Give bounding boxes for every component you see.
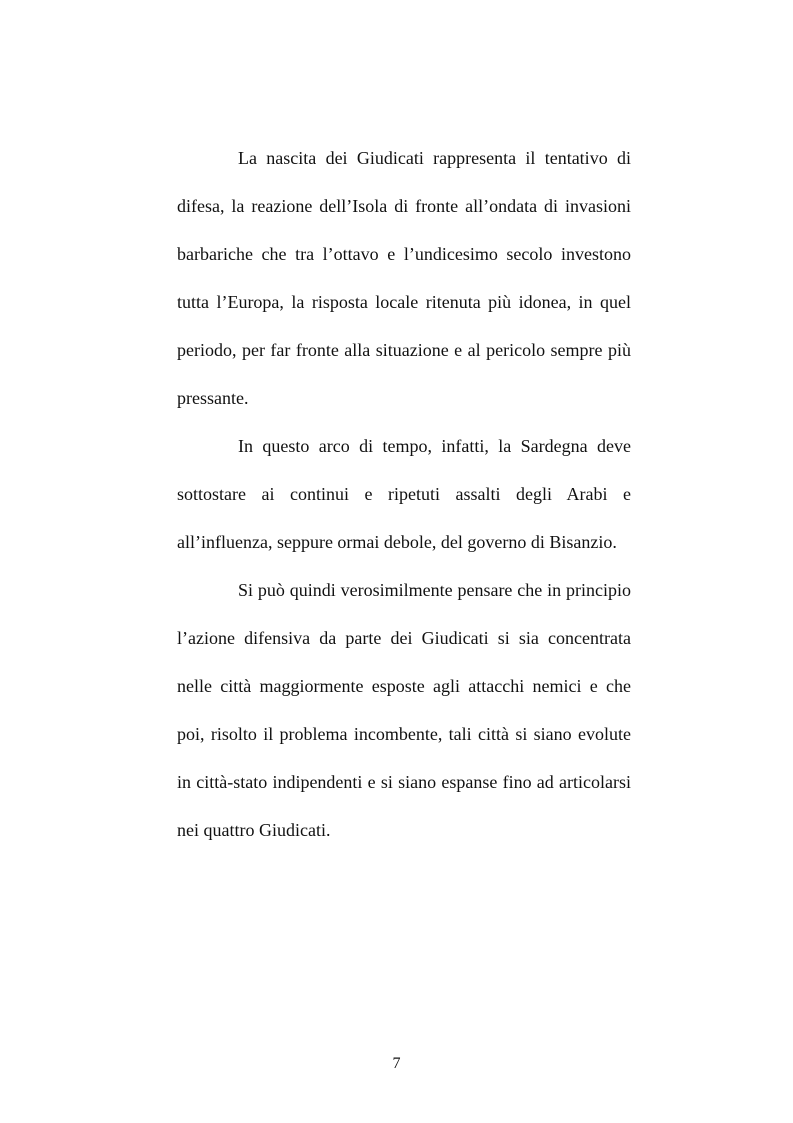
page-number: 7 [392,1055,401,1072]
paragraph-2: In questo arco di tempo, infatti, la Sardegna deve sottostare ai continui e ripetuti assalti degli Arabi e all’influenza, seppure ormai debole, del governo di Bisanzio. [177,436,631,552]
paragraph-1: La nascita dei Giudicati rappresenta il tentativo di difesa, la reazione dell’Isola di fronte all’ondata di invasioni barbariche che tra l’ottavo e l’undicesimo secolo investono tutta l’Europa, la risposta locale ritenuta più idonea, in quel periodo, per far fronte alla situazione e al pericolo sempre più pressante. [177,148,631,408]
paragraph-3: Si può quindi verosimilmente pensare che in principio l’azione difensiva da parte dei Giudicati si sia concentrata nelle città maggiormente esposte agli attacchi nemici e che poi, risolto il problema incombente, tali città si siano evolute in città-stato indipendenti e si siano espanse fino ad articolarsi nei quattro Giudicati. [177,580,631,840]
body-text [177,134,631,854]
